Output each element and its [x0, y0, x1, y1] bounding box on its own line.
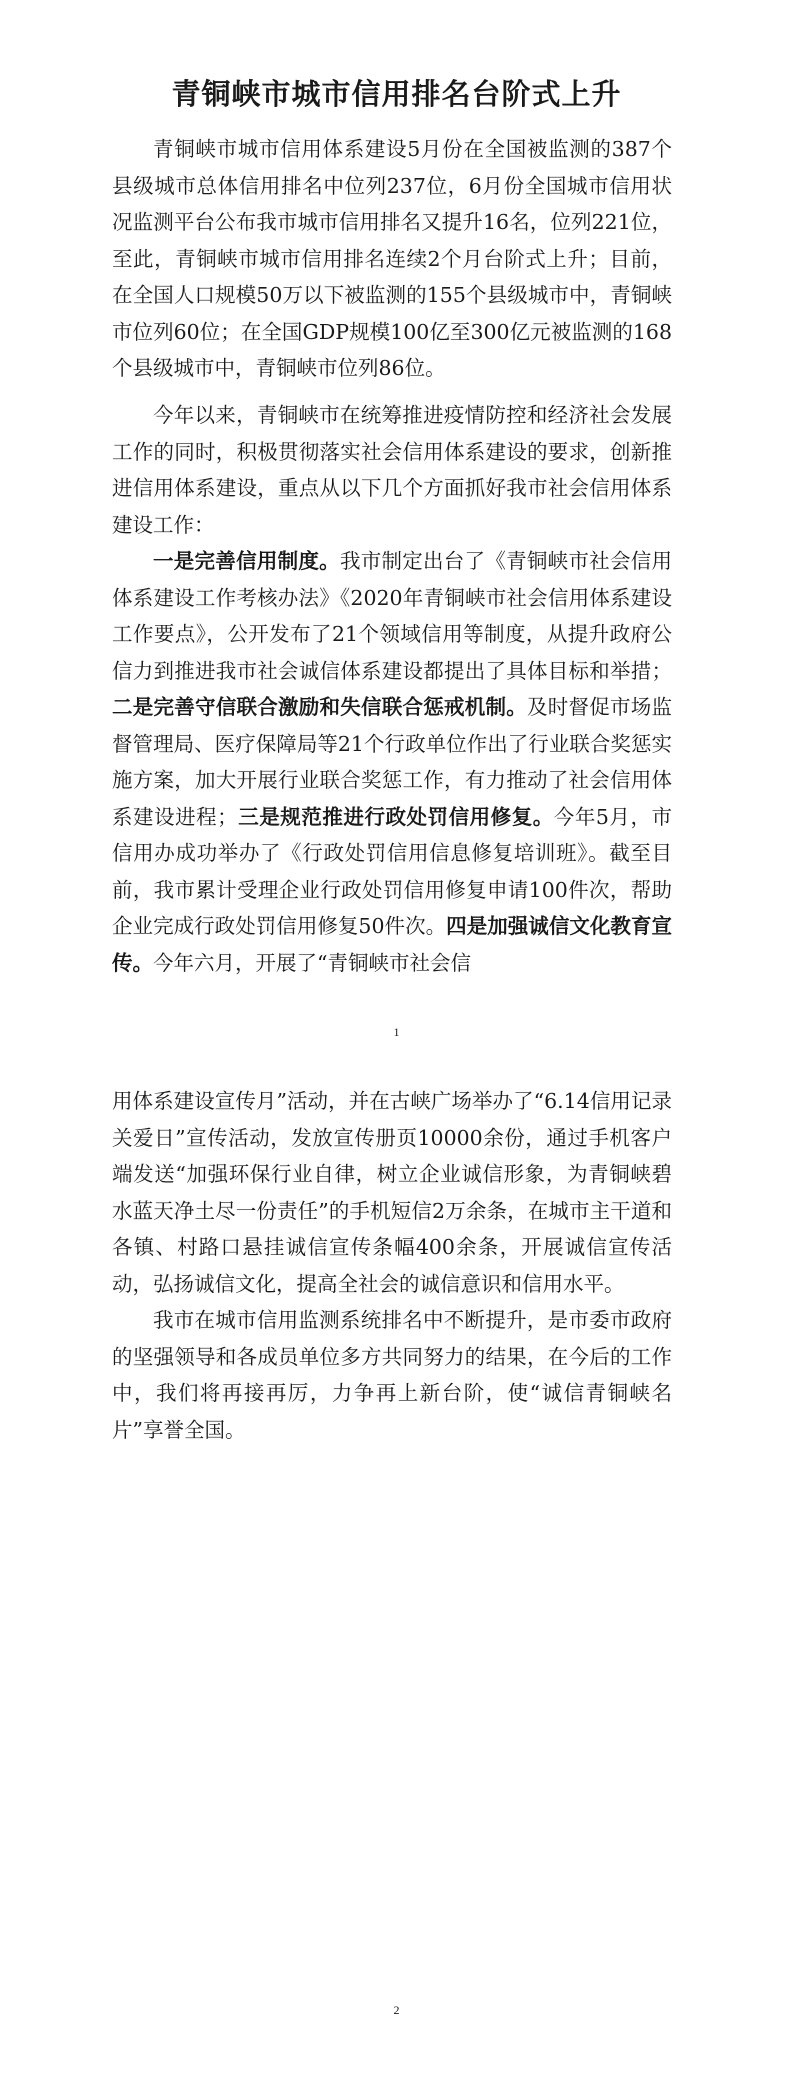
text-incentive-mechanism: 及时督促市场监督管理局、医疗保障局等21个行政单位作出了行业联合奖惩实施方案，加大开展行业联合奖惩工作，有力推动了社会信用体系建设进程；	[112, 695, 672, 829]
text-credit-repair: 今年5月，市信用办成功举办了《行政处罚信用信息修复培训班》。截至目前，我市累计受理企业行政处罚信用修复申请100件次，帮助企业完成行政处罚信用修复50件次。	[112, 804, 673, 938]
text-integrity-education: 今年六月，开展了“青铜峡市社会信	[153, 950, 471, 975]
heading-credit-repair: 三是规范推进行政处罚信用修复。	[237, 804, 554, 829]
heading-incentive-mechanism: 二是完善守信联合激励和失信联合惩戒机制。	[112, 695, 527, 719]
text-credit-system: 我市制定出台了《青铜峡市社会信用体系建设工作考核办法》《2020年青铜峡市社会信用体系建设工作要点》，公开发布了21个领域信用等制度，从提升政府公信力到推进我市社会诚信体系建设都提出了具体目标和举措；	[112, 549, 672, 683]
paragraph-ranking-summary: 青铜峡市城市信用体系建设5月份在全国被监测的387个县级城市总体信用排名中位列237位，6月份全国城市信用状况监测平台公布我市城市信用排名又提升16名，位列221位，至此，青铜峡市城市信用排名连续2个月台阶式上升；目前，在全国人口规模50万以下被监测的155个县级城市中，青铜峡市位列60位；在全国GDP规模100亿至300亿元被监测的168个县级城市中，青铜峡市位列86位。	[112, 137, 672, 380]
page-number-1: 1	[393, 1025, 400, 1039]
paragraph-measures	[112, 543, 672, 981]
paragraph-work-overview: 今年以来，青铜峡市在统筹推进疫情防控和经济社会发展工作的同时，积极贯彻落实社会信用体系建设的要求，创新推进信用体系建设，重点从以下几个方面抓好我市社会信用体系建设工作：	[112, 403, 672, 537]
heading-credit-system: 一是完善信用制度。	[153, 549, 340, 573]
paragraph-conclusion: 我市在城市信用监测系统排名中不断提升，是市委市政府的坚强领导和各成员单位多方共同努力的结果，在今后的工作中，我们将再接再厉，力争再上新台阶，使“诚信青铜峡名片”享誉全国。	[112, 1308, 672, 1442]
document-title: 青铜峡市城市信用排名台阶式上升	[171, 77, 622, 111]
paragraph-publicity-continued: 用体系建设宣传月”活动，并在古峡广场举办了“6.14信用记录关爱日”宣传活动，发放宣传册页10000余份，通过手机客户端发送“加强环保行业自律，树立企业诚信形象，为青铜峡碧水蓝天净土尽一份责任”的手机短信2万余条，在城市主干道和各镇、村路口悬挂诚信宣传条幅400余条，开展诚信宣传活动，弘扬诚信文化，提高全社会的诚信意识和信用水平。	[112, 1089, 672, 1296]
heading-integrity-education: 四是加强诚信文化教育宣传。	[112, 914, 673, 975]
page-number-2: 2	[393, 2003, 400, 2017]
